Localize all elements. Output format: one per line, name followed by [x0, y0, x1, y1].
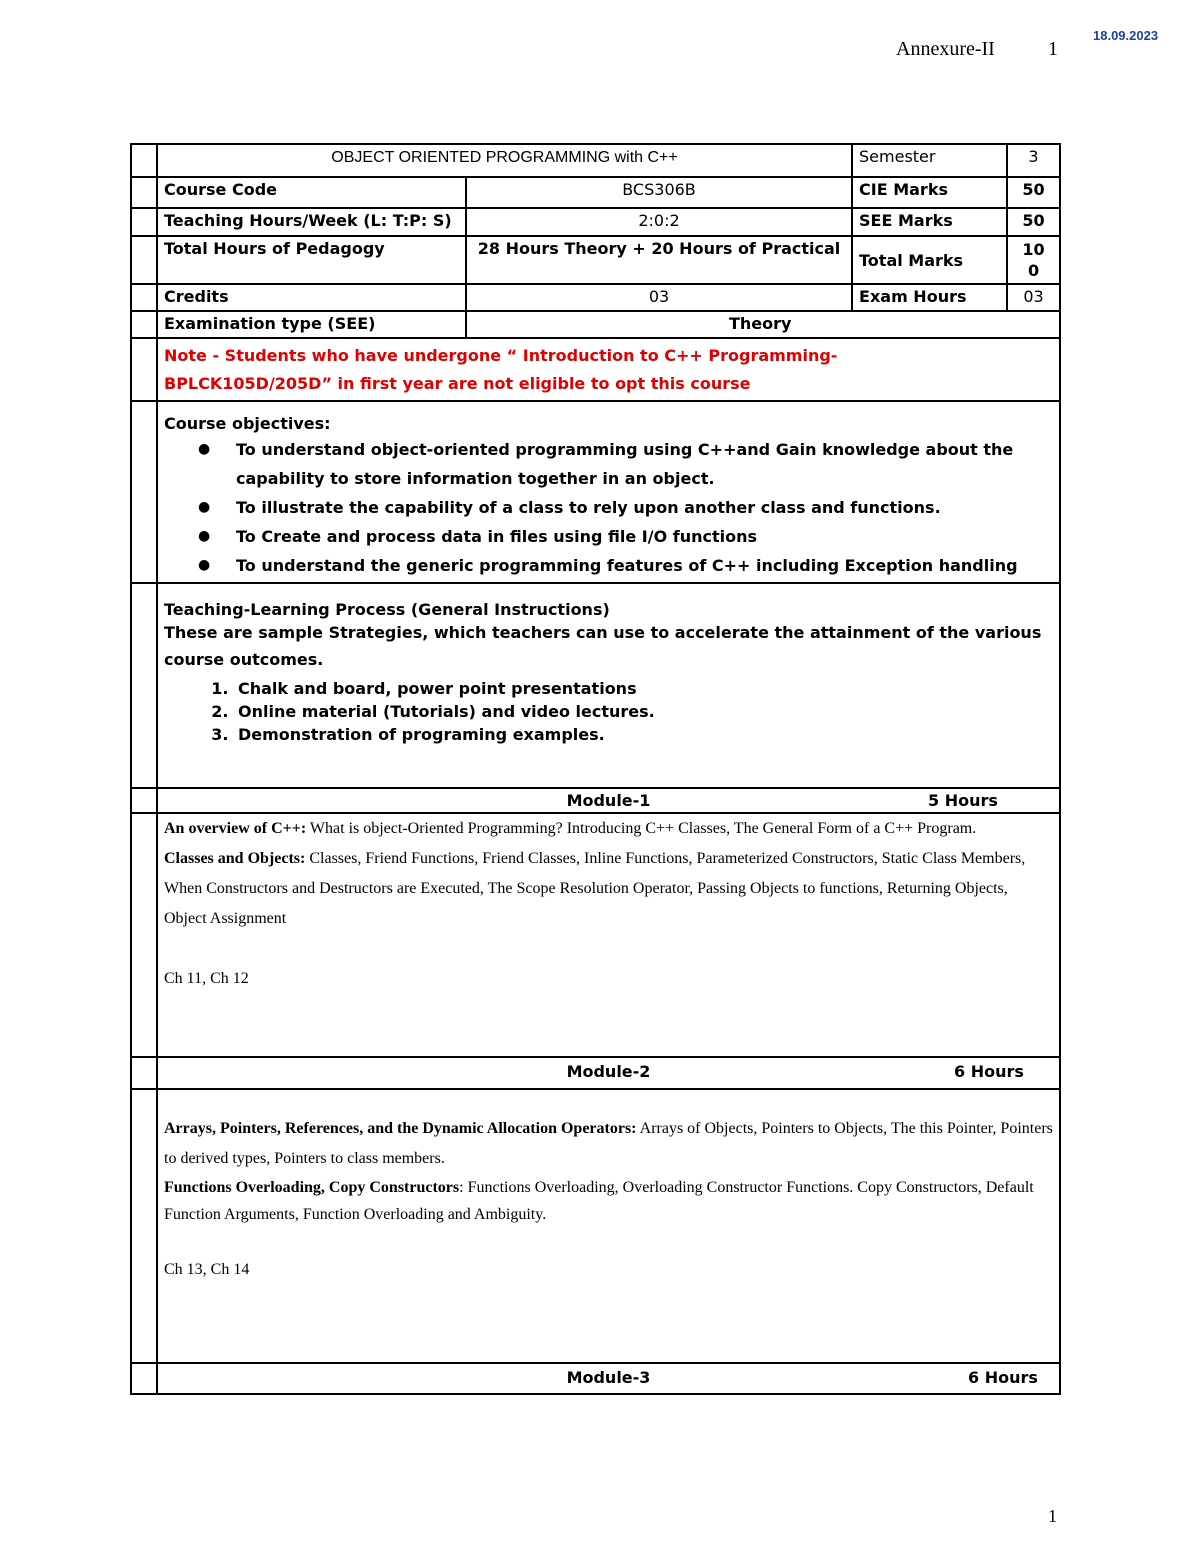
- module-1-header: [131, 788, 1060, 813]
- course-objectives: [157, 401, 1060, 583]
- objective-item: ● To understand object-oriented programming using C++and Gain knowledge about the capability to store information together in an object.: [236, 435, 1053, 493]
- teaching-intro: These are sample Strategies, which teachers can use to accelerate the attainment of the various course outcomes.: [164, 623, 1042, 669]
- module-2-title-cell: [157, 1057, 1060, 1089]
- module-2-content: [157, 1089, 1060, 1363]
- teaching-item: 1. Chalk and board, power point presentations: [234, 677, 1053, 700]
- exam-hours-value: 03: [1007, 284, 1060, 311]
- bullet-icon: ●: [198, 499, 211, 515]
- module-1-content-row: [131, 813, 1060, 1057]
- objectives-heading: Course objectives:: [164, 414, 331, 433]
- objectives-row: [131, 401, 1060, 583]
- exam-type-row: [131, 311, 1060, 338]
- teaching-row: [131, 583, 1060, 788]
- module-2-paragraph-1: Arrays, Pointers, References, and the Dynamic Allocation Operators: Arrays of Objects, Pointers to Objects, The this Pointer, Pointers to derived types, Pointers to class members.: [164, 1120, 1053, 1167]
- eligibility-note: [157, 338, 1060, 401]
- module-1-paragraph-2: Classes and Objects: Classes, Friend Functions, Friend Classes, Inline Functions, Parameterized Constructors, Static Class Members, When Constructors and Destructors are Executed, The Scope Resolution Operator, Passing Objects to functions, Returning Objects, Object Assignment: [164, 850, 1026, 927]
- objectives-list: [164, 435, 1053, 580]
- syllabus-table: [130, 143, 1061, 1395]
- teaching-learning-process: [157, 583, 1060, 788]
- total-marks-value: [1007, 236, 1060, 284]
- course-title: OBJECT ORIENTED PROGRAMMING with C++: [157, 144, 852, 177]
- semester-label: Semester: [852, 144, 1007, 177]
- note-line-2: BPLCK105D/205D” in first year are not eligible to opt this course: [164, 374, 751, 393]
- pedagogy-value: 28 Hours Theory + 20 Hours of Practical: [466, 236, 852, 284]
- course-code-row: [131, 177, 1060, 208]
- module-1-content: [157, 813, 1060, 1057]
- note-row: [131, 338, 1060, 401]
- see-marks-label: SEE Marks: [852, 208, 1007, 236]
- see-marks-value: 50: [1007, 208, 1060, 236]
- bullet-icon: ●: [198, 528, 211, 544]
- date-stamp: 18.09.2023: [1093, 28, 1159, 43]
- module-3-title: Module-3: [566, 1368, 651, 1387]
- teaching-hours-row: [131, 208, 1060, 236]
- teaching-item: 2. Online material (Tutorials) and video lectures.: [234, 700, 1053, 723]
- module-1-paragraph-1: An overview of C++: What is object-Oriented Programming? Introducing C++ Classes, The General Form of a C++ Program.: [164, 820, 977, 837]
- module-1-title: Module-1: [566, 791, 651, 810]
- exam-type-label: Examination type (SEE): [157, 311, 466, 338]
- module-2-chapters: Ch 13, Ch 14: [164, 1261, 250, 1278]
- module-1-chapters: Ch 11, Ch 12: [164, 970, 249, 987]
- pedagogy-row: [131, 236, 1060, 284]
- objective-item: ● To understand the generic programming features of C++ including Exception handling: [236, 551, 1053, 580]
- course-code-value: BCS306B: [466, 177, 852, 208]
- header-page-number: 1: [1048, 38, 1058, 60]
- course-code-label: Course Code: [157, 177, 466, 208]
- module-2-header: [131, 1057, 1060, 1089]
- teaching-heading: Teaching-Learning Process (General Instructions): [164, 600, 610, 619]
- teaching-hours-value: 2:0:2: [466, 208, 852, 236]
- module-1-title-cell: [157, 788, 1060, 813]
- pedagogy-label: Total Hours of Pedagogy: [157, 236, 466, 284]
- teaching-hours-label: Teaching Hours/Week (L: T:P: S): [157, 208, 466, 236]
- exam-type-value: Theory: [466, 311, 1060, 338]
- bullet-icon: ●: [198, 441, 211, 457]
- footer-page-number: 1: [1048, 1506, 1057, 1526]
- objective-item: ● To Create and process data in files using file I/O functions: [236, 522, 1053, 551]
- total-marks-value-line2: 0: [1027, 261, 1040, 280]
- teaching-list: [164, 677, 1053, 746]
- cie-marks-value: 50: [1007, 177, 1060, 208]
- module-3-hours: 6 Hours: [968, 1368, 1038, 1387]
- cie-marks-label: CIE Marks: [852, 177, 1007, 208]
- module-1-hours: 5 Hours: [928, 791, 998, 810]
- total-marks-label: Total Marks: [852, 236, 1007, 284]
- bullet-icon: ●: [198, 557, 211, 573]
- module-3-title-cell: [157, 1363, 1060, 1394]
- module-2-paragraph-2: Functions Overloading, Copy Constructors: Functions Overloading, Overloading Constructor Functions. Copy Constructors, Default Function Arguments, Function Overloading and Ambiguity.: [164, 1179, 1034, 1223]
- note-line-1: Note - Students who have undergone “ Introduction to C++ Programming-: [164, 346, 838, 365]
- title-row: [131, 144, 1060, 177]
- module-2-title: Module-2: [566, 1062, 651, 1081]
- credits-label: Credits: [157, 284, 466, 311]
- credits-row: [131, 284, 1060, 311]
- annexure-label: Annexure-II: [896, 38, 995, 60]
- objective-item: ● To illustrate the capability of a class to rely upon another class and functions.: [236, 493, 1053, 522]
- module-2-content-row: [131, 1089, 1060, 1363]
- teaching-item: 3. Demonstration of programing examples.: [234, 723, 1053, 746]
- semester-value: 3: [1007, 144, 1060, 177]
- exam-hours-label: Exam Hours: [852, 284, 1007, 311]
- total-marks-value-line1: 10: [1022, 240, 1045, 259]
- module-2-hours: 6 Hours: [954, 1062, 1024, 1081]
- credits-value: 03: [466, 284, 852, 311]
- module-3-header: [131, 1363, 1060, 1394]
